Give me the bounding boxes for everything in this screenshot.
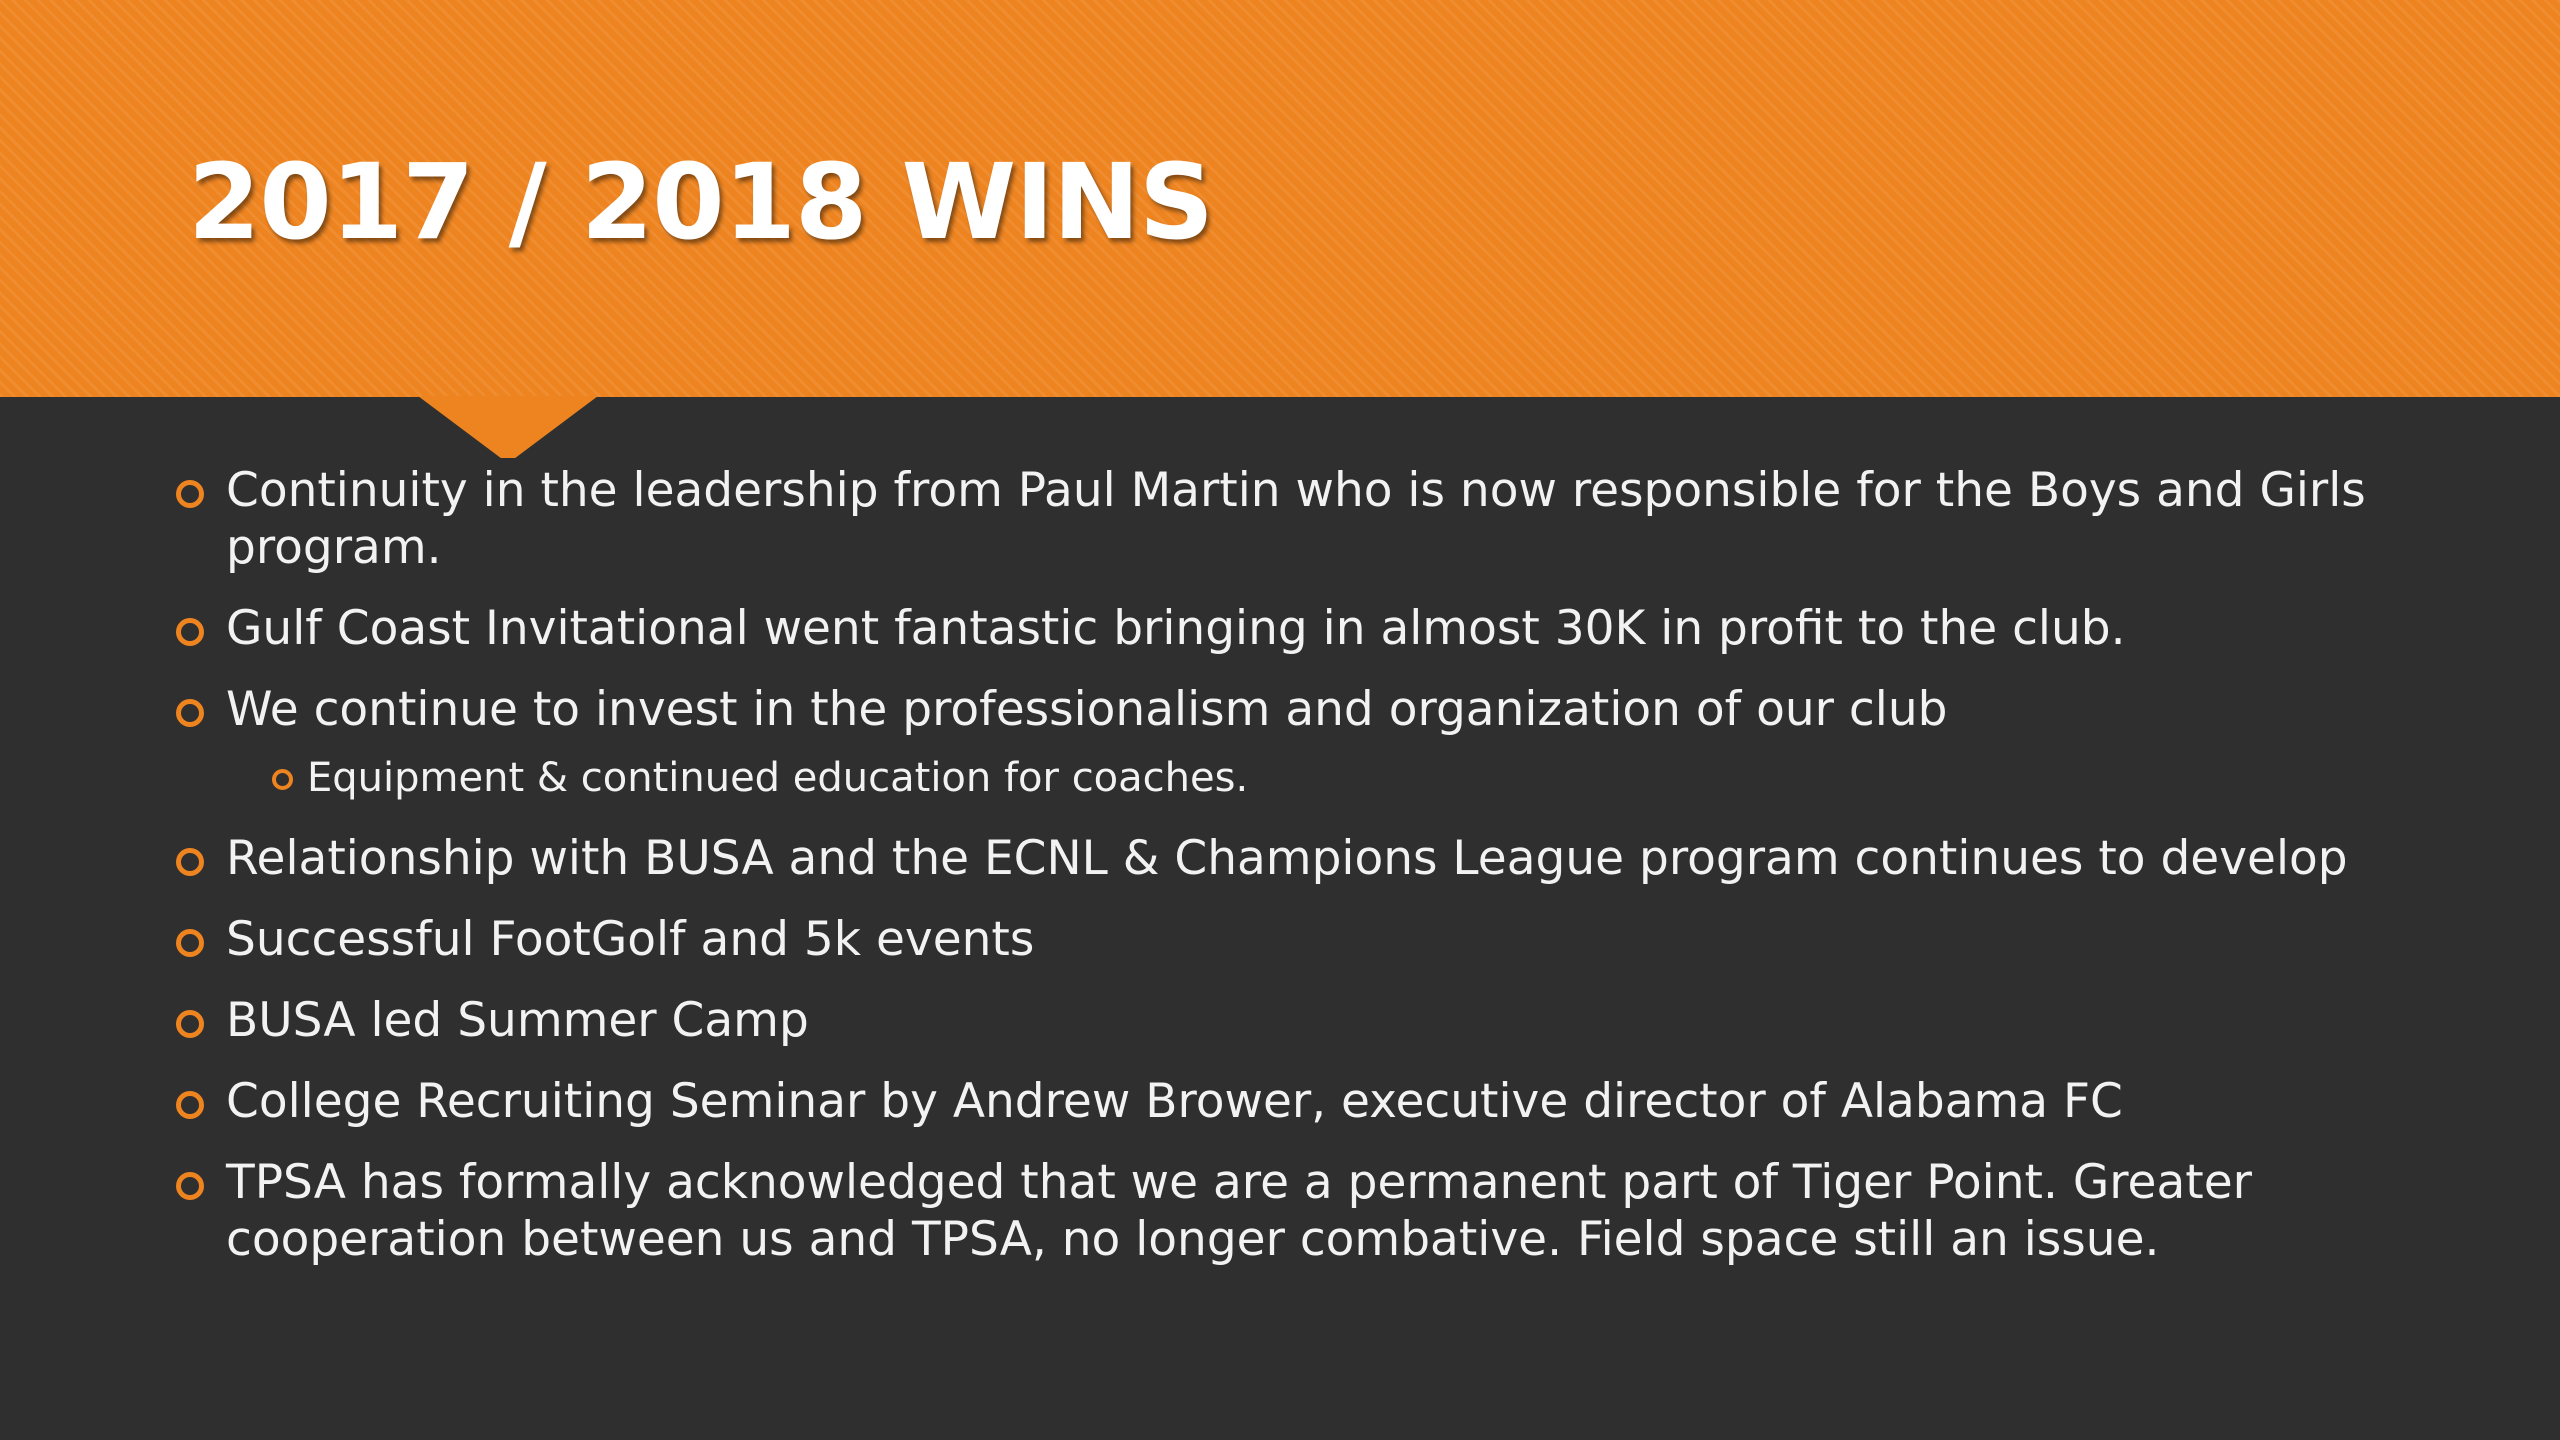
bullet-text: TPSA has formally acknowledged that we are a permanent part of Tiger Point. Greater cooperation between us and TPSA, no longer combative. Field space still an issue. (226, 1155, 2252, 1267)
circle-bullet-icon (272, 769, 293, 790)
bullet-list (176, 462, 2376, 1292)
bullet-item (176, 992, 2376, 1049)
circle-bullet-icon (176, 848, 204, 876)
bullet-item (176, 1073, 2376, 1130)
slide-title: 2017 / 2018 WINS (188, 141, 1213, 263)
bullet-item (176, 462, 2376, 576)
bullet-item (176, 600, 2376, 657)
bullet-text: Gulf Coast Invitational went fantastic bringing in almost 30K in profit to the club. (226, 601, 2126, 656)
bullet-item (176, 830, 2376, 887)
sub-bullet-text: Equipment & continued education for coaches. (307, 755, 1249, 801)
bullet-item (176, 911, 2376, 968)
bullet-text: We continue to invest in the professionalism and organization of our club (226, 682, 1948, 737)
bullet-text: Continuity in the leadership from Paul Martin who is now responsible for the Boys and Girls program. (226, 463, 2366, 575)
circle-bullet-icon (176, 1172, 204, 1200)
circle-bullet-icon (176, 699, 204, 727)
bullet-text: Relationship with BUSA and the ECNL & Champions League program continues to develop (226, 831, 2348, 886)
bullet-text: College Recruiting Seminar by Andrew Brower, executive director of Alabama FC (226, 1074, 2123, 1129)
bullet-item (176, 681, 2376, 738)
bullet-text: Successful FootGolf and 5k events (226, 912, 1035, 967)
bullet-item (176, 1154, 2376, 1268)
bullet-text: BUSA led Summer Camp (226, 993, 809, 1048)
circle-bullet-icon (176, 618, 204, 646)
sub-bullet-item (176, 752, 2376, 804)
circle-bullet-icon (176, 480, 204, 508)
circle-bullet-icon (176, 1091, 204, 1119)
circle-bullet-icon (176, 1010, 204, 1038)
circle-bullet-icon (176, 929, 204, 957)
title-banner-pointer (418, 396, 598, 458)
